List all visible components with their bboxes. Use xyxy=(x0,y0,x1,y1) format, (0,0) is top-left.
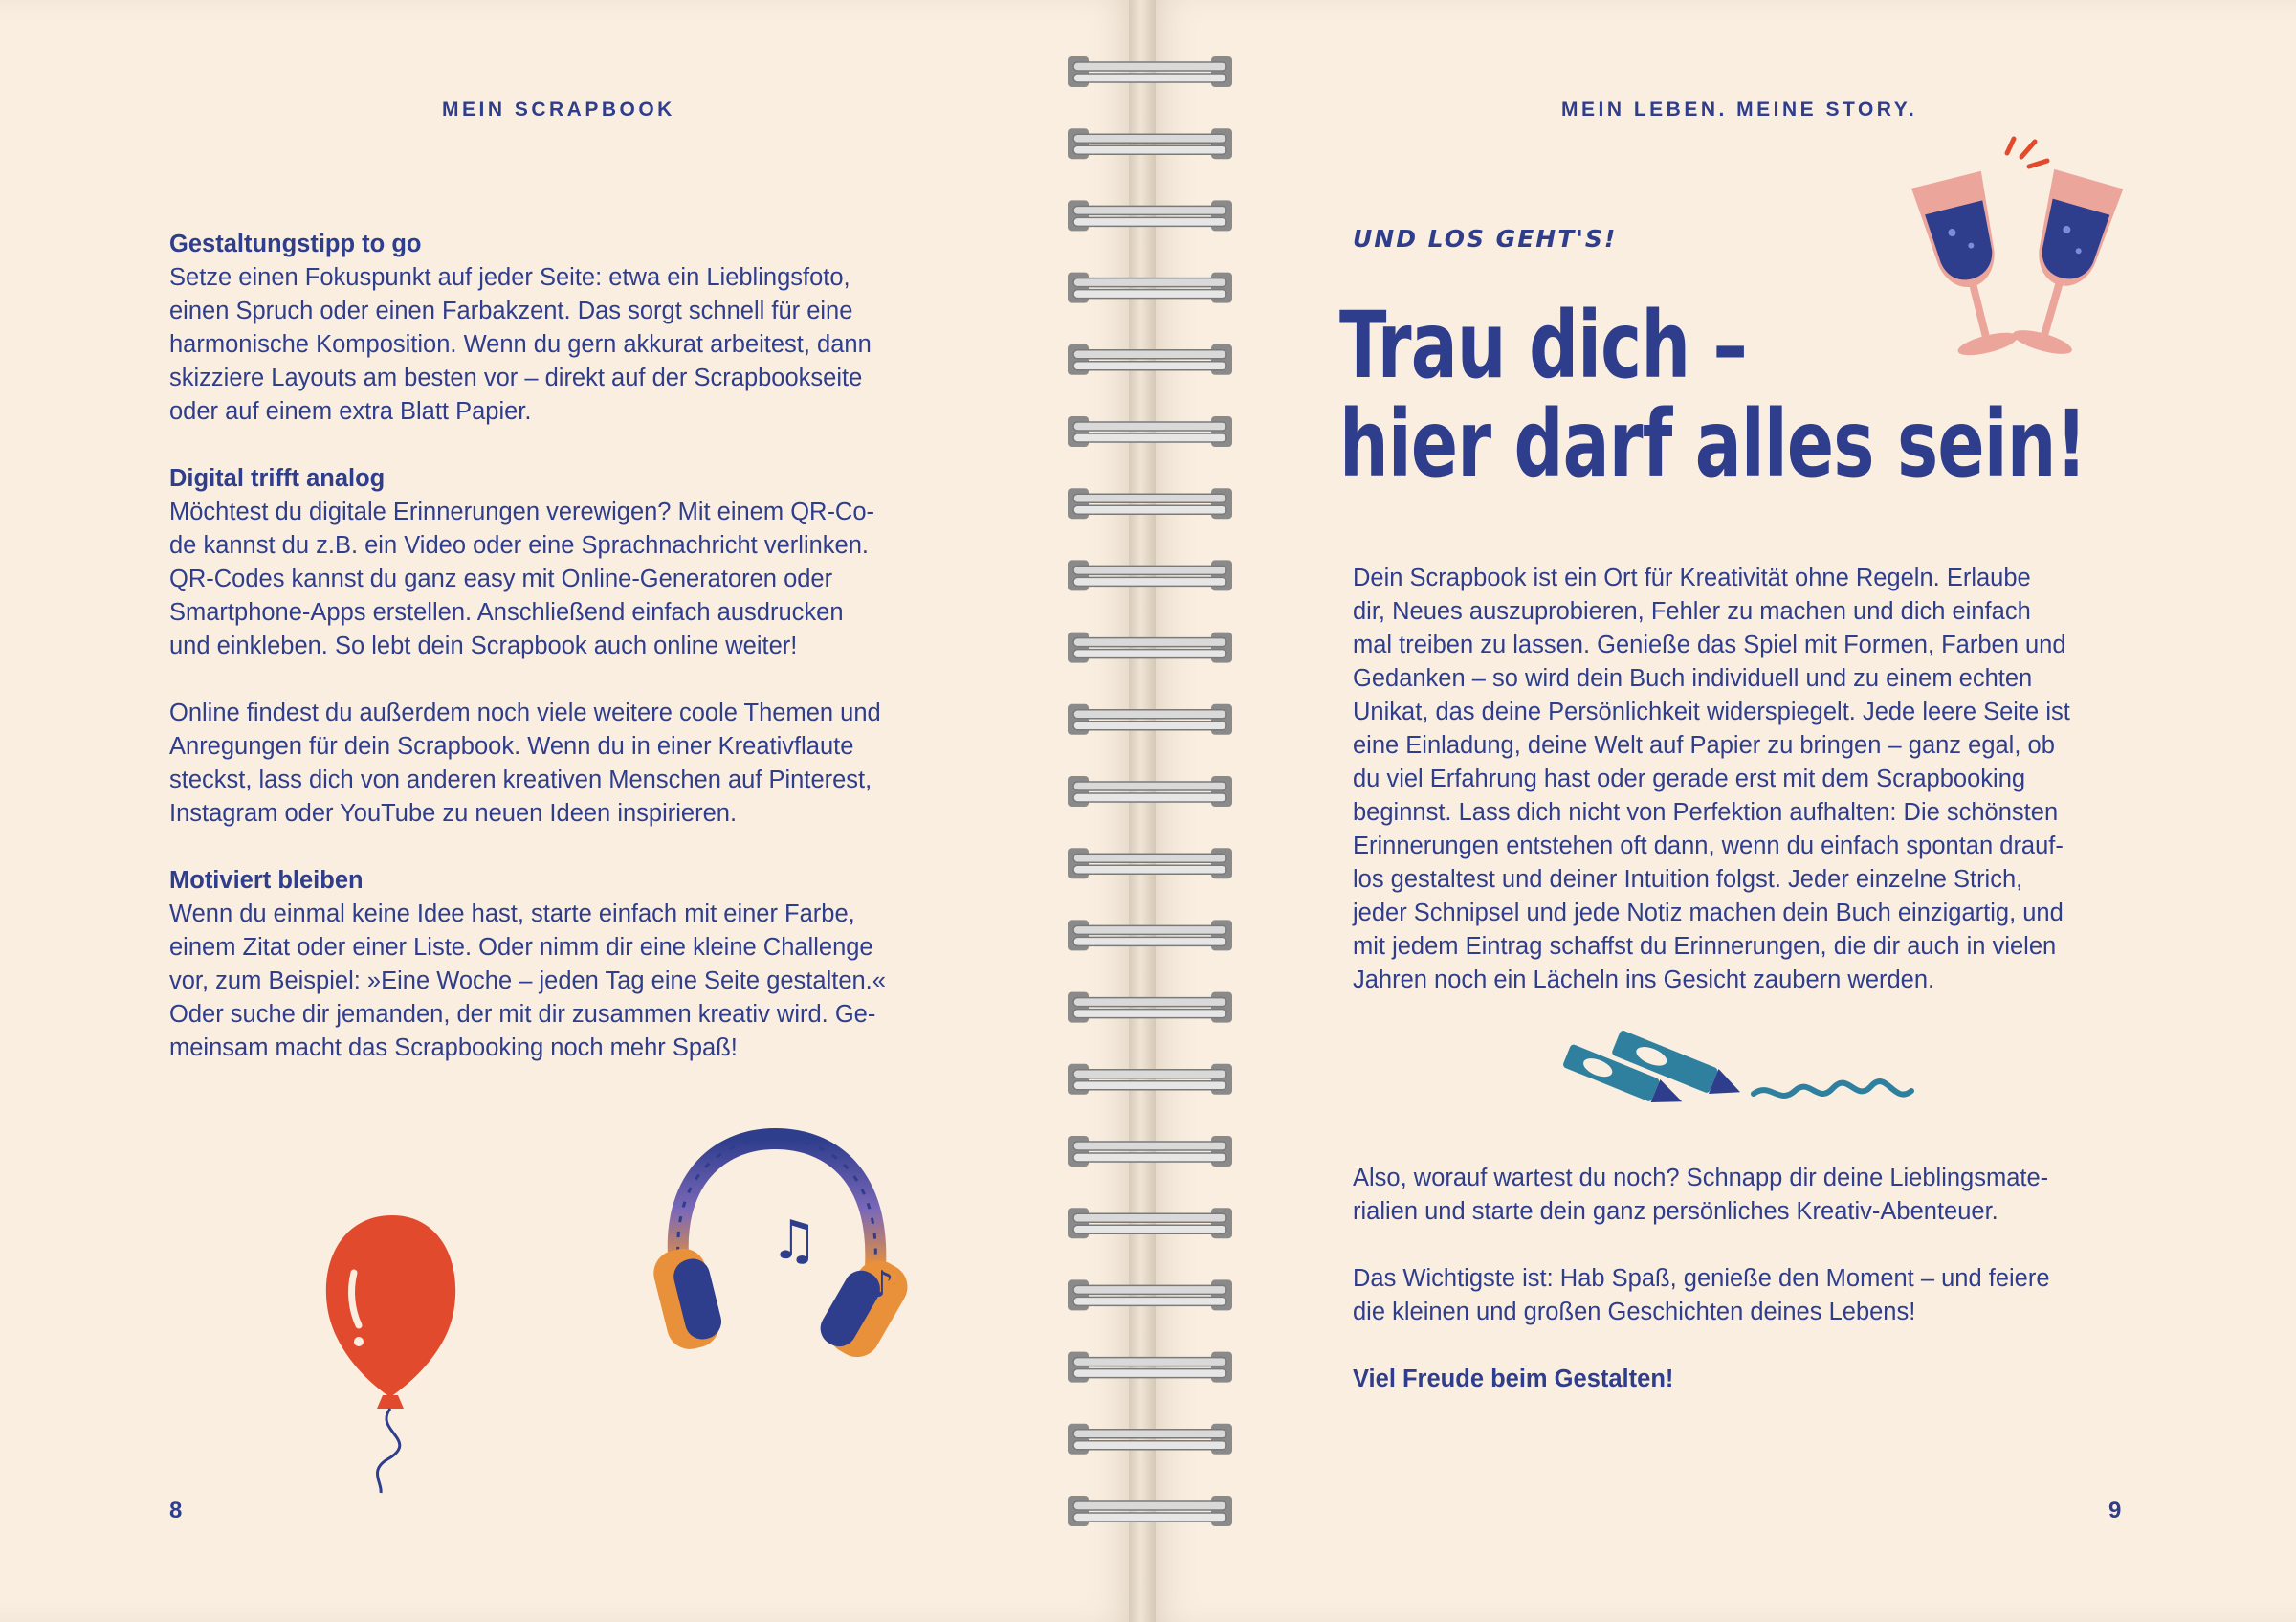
section-title: Gestaltungstipp to go xyxy=(169,231,422,257)
balloon-illustration xyxy=(316,1206,469,1493)
page-number-right: 9 xyxy=(2108,1498,2122,1523)
body-line: Unikat, das deine Persönlichkeit widerspiegelt. Jede leere Seite ist xyxy=(1353,699,2070,725)
body-line: mit jedem Eintrag schaffst du Erinnerungen, die dir auch in vielen xyxy=(1353,933,2057,960)
body-line: und einkleben. So lebt dein Scrapbook auch online weiter! xyxy=(169,633,798,659)
left-page xyxy=(0,0,1138,1622)
body-line: Smartphone-Apps erstellen. Anschließend einfach ausdrucken xyxy=(169,599,844,626)
spiral-ring xyxy=(1068,56,1232,87)
body-line: Möchtest du digitale Erinnerungen verewigen? Mit einem QR-Co- xyxy=(169,499,875,525)
body-line: beginnst. Lass dich nicht von Perfektion aufhalten: Die schönsten xyxy=(1353,799,2059,826)
spiral-ring xyxy=(1068,1424,1232,1455)
spiral-ring xyxy=(1068,1352,1232,1383)
spiral-ring xyxy=(1068,920,1232,950)
body-line: Online findest du außerdem noch viele weitere coole Themen und xyxy=(169,700,881,726)
body-line: Also, worauf wartest du noch? Schnapp dir deine Lieblingsmate- xyxy=(1353,1165,2049,1191)
headline-line: hier darf alles sein! xyxy=(1339,390,2086,498)
body-line: Setze einen Fokuspunkt auf jeder Seite: etwa ein Lieblingsfoto, xyxy=(169,264,850,291)
body-line: QR-Codes kannst du ganz easy mit Online-Generatoren oder xyxy=(169,566,833,592)
spiral-ring xyxy=(1068,488,1232,519)
spiral-ring xyxy=(1068,200,1232,231)
body-line: los gestaltest und deiner Intuition folgst. Jeder einzelne Strich, xyxy=(1353,866,2023,893)
body-line: Wenn du einmal keine Idee hast, starte einfach mit einer Farbe, xyxy=(169,900,855,927)
body-line: Oder suche dir jemanden, der mit dir zusammen kreativ wird. Ge- xyxy=(169,1001,876,1028)
body-line: rialien und starte dein ganz persönliches Kreativ-Abenteuer. xyxy=(1353,1198,1998,1225)
body-line: dir, Neues auszuprobieren, Fehler zu machen und dich einfach xyxy=(1353,598,2031,625)
right-page-outro xyxy=(1353,1162,2156,1396)
left-page-body xyxy=(169,228,973,1065)
body-line: jeder Schnipsel und jede Notiz machen dein Buch einzigartig, und xyxy=(1353,900,2064,926)
body-line: einen Spruch oder einen Farbakzent. Das sorgt schnell für eine xyxy=(169,298,853,324)
spiral-ring xyxy=(1068,344,1232,375)
body-line: meinsam macht das Scrapbooking noch mehr Spaß! xyxy=(169,1034,738,1061)
spiral-ring xyxy=(1068,1136,1232,1167)
body-line: Dein Scrapbook ist ein Ort für Kreativität ohne Regeln. Erlaube xyxy=(1353,565,2031,591)
body-line: Erinnerungen entstehen oft dann, wenn du einfach spontan drauf- xyxy=(1353,833,2064,859)
body-line: mal treiben zu lassen. Genieße das Spiel mit Formen, Farben und xyxy=(1353,632,2066,658)
spiral-ring xyxy=(1068,633,1232,663)
spiral-ring xyxy=(1068,776,1232,807)
headline-line: Trau dich – xyxy=(1339,292,1747,399)
svg-text:♫: ♫ xyxy=(770,1210,819,1272)
champagne-glasses-illustration xyxy=(1909,134,2133,368)
running-head-left: MEIN SCRAPBOOK xyxy=(442,99,675,121)
body-line: die kleinen und großen Geschichten deines Lebens! xyxy=(1353,1299,1916,1325)
spiral-binding xyxy=(1066,43,1234,1584)
spiral-ring xyxy=(1068,992,1232,1023)
body-line: eine Einladung, deine Welt auf Papier zu bringen – ganz egal, ob xyxy=(1353,732,2055,759)
spiral-ring xyxy=(1068,1208,1232,1238)
body-line: Anregungen für dein Scrapbook. Wenn du in einer Kreativflaute xyxy=(169,733,854,760)
headphones-illustration xyxy=(651,1124,909,1373)
spiral-ring xyxy=(1068,704,1232,735)
spiral-ring xyxy=(1068,1496,1232,1526)
body-line: Instagram oder YouTube zu neuen Ideen inspirieren. xyxy=(169,800,738,827)
spiral-ring xyxy=(1068,848,1232,878)
body-line: oder auf einem extra Blatt Papier. xyxy=(169,398,532,425)
spiral-ring xyxy=(1068,1279,1232,1310)
body-line: steckst, lass dich von anderen kreativen Menschen auf Pinterest, xyxy=(169,767,872,793)
running-head-right: MEIN LEBEN. MEINE STORY. xyxy=(1561,99,1918,121)
spiral-ring xyxy=(1068,1064,1232,1095)
spiral-ring xyxy=(1068,560,1232,590)
crayons-illustration xyxy=(1557,1038,1931,1124)
closing-line: Viel Freude beim Gestalten! xyxy=(1353,1366,1674,1392)
section-title: Digital trifft analog xyxy=(169,465,386,492)
body-line: Jahren noch ein Lächeln ins Gesicht zaubern werden. xyxy=(1353,967,1935,993)
page-number-left: 8 xyxy=(169,1498,183,1523)
spiral-ring xyxy=(1068,128,1232,159)
body-line: de kannst du z.B. ein Video oder eine Sprachnachricht verlinken. xyxy=(169,532,869,559)
section-title: Motiviert bleiben xyxy=(169,867,364,894)
body-line: skizziere Layouts am besten vor – direkt auf der Scrapbookseite xyxy=(169,365,863,391)
body-line: vor, zum Beispiel: »Eine Woche – jeden Tag eine Seite gestalten.« xyxy=(169,967,886,994)
body-line: einem Zitat oder einer Liste. Oder nimm dir eine kleine Challenge xyxy=(169,934,873,961)
body-line: Gedanken – so wird dein Buch individuell und zu einem echten xyxy=(1353,665,2033,692)
spiral-ring xyxy=(1068,416,1232,447)
body-line: Das Wichtigste ist: Hab Spaß, genieße den Moment – und feiere xyxy=(1353,1265,2050,1292)
right-page-intro xyxy=(1353,562,2156,997)
spiral-ring xyxy=(1068,273,1232,303)
body-line: harmonische Komposition. Wenn du gern akkurat arbeitest, dann xyxy=(169,331,872,358)
kicker: UND LOS GEHT'S! xyxy=(1353,225,1618,253)
body-line: du viel Erfahrung hast oder gerade erst mit dem Scrapbooking xyxy=(1353,766,2026,792)
svg-text:♪: ♪ xyxy=(871,1263,894,1305)
